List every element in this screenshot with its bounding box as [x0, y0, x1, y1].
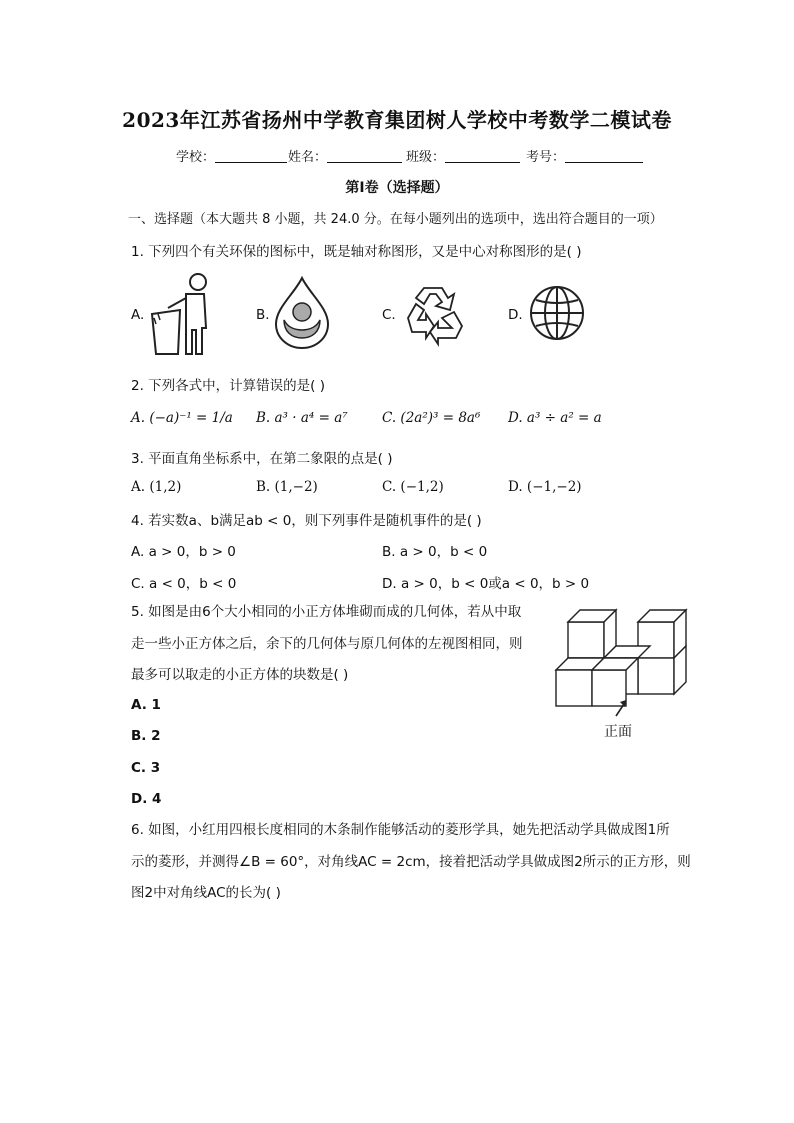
q3-option-b: B. (1,−2): [256, 479, 318, 495]
q1-option-d-label: D.: [508, 307, 523, 323]
q6-stem-line1: 6. 如图，小红用四根长度相同的木条制作能够活动的菱形学具，她先把活动学具做成图1所: [131, 822, 670, 838]
volume-heading: 第I卷（选择题）: [345, 180, 449, 196]
section-heading: 一、选择题（本大题共 8 小题，共 24.0 分。在每小题列出的选项中，选出符合题目的一项）: [128, 212, 663, 227]
exam-no-blank[interactable]: [565, 148, 643, 163]
q5-option-d: D. 4: [131, 791, 162, 807]
water-drop-icon: [272, 276, 332, 350]
exam-no-field: [526, 146, 643, 165]
q4-option-c: C. a < 0，b < 0: [131, 576, 237, 592]
q1-option-b-label: B.: [256, 307, 270, 323]
q2-option-a: A. (−a)⁻¹ = 1/a: [131, 410, 233, 426]
q3-option-a: A. (1,2): [131, 479, 182, 495]
q1-option-a-label: A.: [131, 307, 145, 323]
q5-stem-line2: 走一些小正方体之后，余下的几何体与原几何体的左视图相同，则: [131, 636, 523, 652]
recycle-icon: [402, 282, 468, 344]
q4-stem: 4. 若实数a、b满足ab < 0，则下列事件是随机事件的是( ): [131, 513, 482, 529]
q3-option-d: D. (−1,−2): [508, 479, 582, 495]
q4-option-d: D. a > 0，b < 0或a < 0，b > 0: [382, 576, 590, 592]
name-field: [288, 146, 402, 165]
q4-option-b: B. a > 0，b < 0: [382, 544, 488, 560]
q6-stem-line2: 示的菱形，并测得∠B = 60°，对角线AC = 2cm，接着把活动学具做成图2所示的正方形，则: [131, 854, 691, 870]
q5-option-c: C. 3: [131, 760, 161, 776]
q5-figure-label: 正面: [604, 724, 632, 740]
name-blank[interactable]: [327, 148, 402, 163]
q5-stem-line3: 最多可以取走的小正方体的块数是( ): [131, 667, 349, 683]
q5-stem-line1: 5. 如图是由6个大小相同的小正方体堆砌而成的几何体，若从中取: [131, 604, 522, 620]
class-label: 班级：: [406, 150, 446, 165]
q2-option-b: B. a³ · a⁴ = a⁷: [256, 410, 348, 426]
q3-stem: 3. 平面直角坐标系中，在第二象限的点是( ): [131, 451, 393, 467]
q5-option-b: B. 2: [131, 728, 161, 744]
name-label: 姓名：: [288, 150, 328, 165]
exam-no-label: 考号：: [526, 150, 566, 165]
class-blank[interactable]: [445, 148, 520, 163]
q2-option-c: C. (2a²)³ = 8a⁶: [382, 410, 481, 426]
school-label: 学校：: [176, 150, 216, 165]
q6-stem-line3: 图2中对角线AC的长为( ): [131, 885, 281, 901]
trash-person-icon: [146, 270, 212, 356]
q1-option-c-label: C.: [382, 307, 396, 323]
class-field: [406, 146, 520, 165]
school-field: [176, 146, 287, 165]
cube-stack-figure: [554, 604, 694, 710]
q4-option-a: A. a > 0，b > 0: [131, 544, 236, 560]
q5-option-a: A. 1: [131, 697, 161, 713]
school-blank[interactable]: [215, 148, 287, 163]
q2-stem: 2. 下列各式中，计算错误的是( ): [131, 378, 325, 394]
globe-icon: [528, 284, 586, 342]
page-title: 2023年江苏省扬州中学教育集团树人学校中考数学二模试卷: [122, 108, 672, 132]
q2-option-d: D. a³ ÷ a² = a: [508, 410, 602, 426]
q3-option-c: C. (−1,2): [382, 479, 444, 495]
q1-stem: 1. 下列四个有关环保的图标中，既是轴对称图形，又是中心对称图形的是( ): [131, 244, 582, 260]
